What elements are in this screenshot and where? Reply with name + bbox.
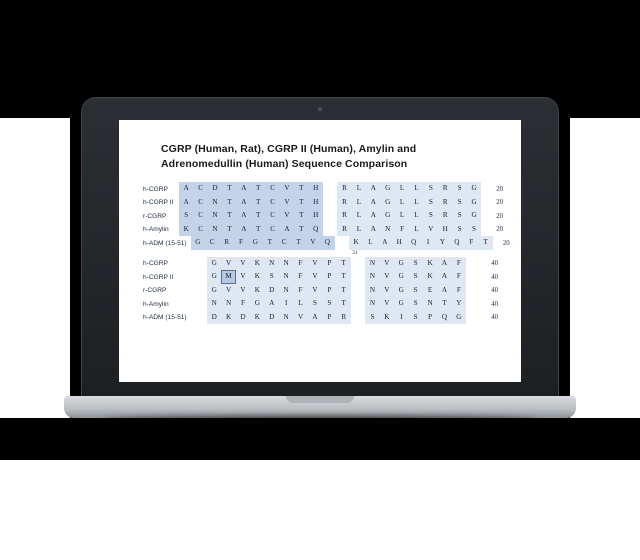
residue-cell: R: [341, 312, 347, 321]
residue-cell: K: [254, 272, 260, 281]
residue-cell: K: [384, 312, 390, 321]
sequence-label: h-ADM (15-51): [143, 239, 187, 247]
residue-cell: M: [221, 270, 235, 284]
residue-cell: H: [309, 196, 323, 210]
residue-cell: C: [193, 209, 207, 223]
residue-cell: K: [179, 223, 193, 237]
residue-cell: G: [398, 299, 404, 308]
residue-gap: [351, 284, 365, 298]
residue-cell: T: [294, 182, 308, 196]
residue-cell: A: [179, 182, 193, 196]
residue-track: [207, 270, 466, 284]
residue-cell: F: [240, 299, 245, 308]
residue-cell: H: [442, 224, 448, 233]
alignment-row: [143, 182, 503, 196]
laptop-screen: [119, 120, 521, 382]
residue-end-number: 20: [496, 212, 503, 220]
residue-cell: H: [396, 238, 402, 247]
residue-cell: V: [312, 258, 318, 267]
residue-cell: N: [283, 312, 289, 321]
residue-cell: N: [283, 285, 289, 294]
residue-cell: F: [469, 238, 474, 247]
residue-cell: C: [265, 182, 279, 196]
webcam-icon: [318, 107, 322, 111]
residue-cell: T: [341, 299, 346, 308]
residue-gap: [323, 182, 337, 196]
residue-gap: [351, 297, 365, 311]
residue-cell: C: [265, 223, 279, 237]
residue-cell: S: [428, 184, 433, 193]
residue-end-number: 20: [496, 199, 503, 207]
residue-cell: L: [399, 211, 405, 220]
sequence-label: h-Amylin: [143, 300, 169, 308]
residue-cell: L: [414, 197, 419, 206]
residue-cell: S: [413, 258, 418, 267]
residue-cell: D: [208, 182, 222, 196]
residue-cell: H: [309, 209, 323, 223]
residue-cell: V: [384, 285, 390, 294]
residue-cell: V: [240, 272, 246, 281]
residue-end-number: 40: [491, 260, 499, 268]
residue-cell: G: [471, 197, 477, 206]
residue-cell: N: [369, 299, 376, 308]
residue-cell: Q: [454, 238, 460, 247]
residue-cell: S: [457, 197, 462, 206]
residue-cell: C: [277, 236, 291, 250]
residue-cell: S: [457, 211, 462, 220]
residue-cell: C: [265, 209, 279, 223]
alignment-block: [143, 182, 510, 250]
sequence-label: h-CGRP: [143, 185, 168, 193]
residue-cell: C: [193, 223, 207, 237]
residue-cell: G: [471, 211, 477, 220]
residue-gap: [323, 209, 337, 223]
residue-cell: N: [269, 258, 275, 267]
residue-cell: T: [341, 285, 346, 294]
residue-cell: V: [280, 209, 294, 223]
residue-cell: T: [222, 196, 236, 210]
residue-cell: K: [254, 258, 260, 267]
residue-gap: [335, 236, 349, 250]
residue-cell: N: [427, 299, 433, 308]
residue-end-number: 20: [502, 239, 510, 247]
residue-cell: N: [369, 285, 376, 294]
residue-track: [179, 209, 481, 223]
residue-cell: A: [370, 184, 376, 193]
residue-cell: C: [193, 196, 207, 210]
residue-end-number: 40: [491, 273, 499, 281]
residue-cell: L: [356, 197, 362, 206]
page-title-line-2: Adrenomedullin (Human) Sequence Comparison: [161, 158, 408, 171]
residue-gap: [323, 196, 337, 210]
alignment-row: [143, 297, 503, 311]
residue-cell: R: [442, 197, 448, 206]
alignment-row: [143, 236, 510, 250]
residue-cell: G: [191, 236, 205, 250]
residue-cell: V: [240, 258, 246, 267]
residue-cell: F: [456, 285, 461, 294]
residue-cell: T: [341, 272, 346, 281]
residue-cell: N: [211, 299, 217, 308]
alignment-row: [143, 196, 503, 210]
residue-cell: N: [283, 258, 289, 267]
residue-cell: T: [291, 236, 305, 250]
residue-cell: G: [471, 184, 477, 193]
residue-track: [207, 311, 466, 325]
residue-cell: T: [294, 209, 308, 223]
residue-cell: Y: [439, 238, 446, 247]
residue-cell: L: [356, 184, 362, 193]
residue-cell: L: [356, 224, 362, 233]
residue-cell: Y: [456, 299, 462, 308]
residue-cell: R: [442, 184, 448, 193]
residue-cell: S: [413, 272, 418, 281]
residue-cell: R: [342, 197, 347, 206]
residue-cell: G: [211, 272, 217, 281]
residue-cell: S: [428, 211, 433, 220]
page-title: [161, 142, 503, 172]
residue-cell: L: [399, 197, 405, 206]
residue-cell: K: [225, 312, 232, 321]
sequence-label: r-CGRP: [143, 212, 167, 220]
residue-cell: V: [297, 312, 304, 321]
residue-cell: S: [457, 184, 462, 193]
residue-cell: G: [254, 299, 260, 308]
desk-surface-right: [570, 118, 640, 418]
residue-cell: A: [237, 209, 251, 223]
residue-cell: T: [222, 223, 236, 237]
residue-cell: T: [222, 209, 236, 223]
residue-cell: I: [400, 312, 403, 321]
residue-cell: N: [208, 196, 222, 210]
residue-cell: V: [240, 285, 246, 294]
residue-cell: K: [254, 312, 260, 321]
residue-end-number: 40: [491, 300, 499, 308]
residue-cell: N: [369, 258, 376, 267]
residue-cell: F: [298, 272, 303, 281]
residue-cell: D: [269, 285, 275, 294]
sequence-label: h-CGRP II: [143, 199, 174, 207]
residue-cell: A: [441, 285, 448, 294]
residue-cell: D: [240, 312, 246, 321]
residue-track: [179, 182, 481, 196]
residue-cell: G: [385, 211, 391, 220]
residue-cell: N: [283, 272, 289, 281]
residue-end-number: 20: [496, 185, 503, 193]
alignment-block: [143, 249, 503, 325]
residue-cell: A: [179, 196, 193, 210]
alignment-row: [143, 257, 503, 271]
residue-cell: G: [398, 258, 404, 267]
residue-cell: T: [294, 196, 308, 210]
residue-cell: V: [384, 272, 390, 281]
residue-cell: G: [385, 184, 391, 193]
residue-cell: S: [370, 312, 375, 321]
residue-cell: G: [248, 236, 262, 250]
sequence-label: h-Amylin: [143, 226, 169, 234]
residue-cell: K: [427, 258, 433, 267]
residue-end-number: 40: [491, 287, 499, 295]
residue-cell: N: [208, 223, 222, 237]
residue-cell: T: [483, 238, 488, 247]
residue-cell: F: [400, 224, 405, 233]
sequence-label: r-CGRP: [143, 287, 167, 295]
residue-cell: N: [369, 272, 376, 281]
residue-cell: G: [385, 197, 391, 206]
residue-cell: T: [263, 236, 277, 250]
residue-cell: S: [269, 272, 274, 281]
residue-cell: V: [280, 196, 294, 210]
residue-cell: A: [370, 197, 376, 206]
residue-track: [179, 223, 481, 237]
residue-cell: T: [222, 182, 236, 196]
residue-cell: C: [265, 196, 279, 210]
residue-cell: K: [427, 272, 433, 281]
residue-cell: A: [237, 196, 251, 210]
alignment-row: [143, 311, 503, 325]
residue-cell: G: [398, 272, 404, 281]
residue-cell: F: [298, 285, 303, 294]
residue-cell: T: [294, 223, 308, 237]
residue-cell: T: [341, 258, 346, 267]
residue-cell: V: [312, 285, 318, 294]
residue-track: [207, 284, 466, 298]
residue-cell: S: [327, 299, 332, 308]
residue-cell: R: [219, 236, 233, 250]
residue-cell: T: [251, 182, 265, 196]
residue-cell: Q: [309, 223, 323, 237]
residue-cell: L: [414, 184, 419, 193]
residue-cell: S: [428, 197, 433, 206]
residue-track: [179, 196, 481, 210]
laptop-base-notch: [286, 396, 354, 403]
residue-cell: L: [399, 184, 405, 193]
residue-cell: V: [384, 299, 390, 308]
residue-cell: V: [225, 285, 232, 294]
residue-cell: P: [327, 312, 332, 321]
residue-cell: H: [309, 182, 323, 196]
residue-cell: T: [251, 223, 265, 237]
alignment-row: [143, 209, 503, 223]
sequence-label: h-ADM (15-51): [143, 314, 187, 322]
residue-cell: V: [306, 236, 320, 250]
residue-cell: V: [225, 258, 232, 267]
residue-cell: C: [205, 236, 219, 250]
residue-cell: S: [413, 312, 418, 321]
residue-cell: V: [312, 272, 318, 281]
residue-track: [207, 257, 466, 271]
residue-cell: G: [211, 285, 217, 294]
residue-track: [191, 236, 493, 250]
residue-track: [207, 297, 466, 311]
residue-gap: [323, 223, 337, 237]
laptop-lid: [82, 98, 558, 398]
residue-cell: P: [327, 285, 332, 294]
residue-cell: F: [456, 258, 461, 267]
residue-cell: T: [442, 299, 447, 308]
residue-cell: A: [382, 238, 388, 247]
residue-cell: T: [251, 196, 265, 210]
laptop-shadow: [104, 416, 536, 424]
residue-cell: A: [441, 272, 448, 281]
residue-cell: R: [342, 184, 347, 193]
residue-cell: G: [456, 312, 462, 321]
residue-cell: S: [457, 224, 462, 233]
residue-cell: F: [456, 272, 461, 281]
residue-cell: F: [298, 258, 303, 267]
alignment-row: [143, 284, 503, 298]
residue-cell: P: [327, 258, 332, 267]
residue-cell: A: [441, 258, 448, 267]
residue-cell: A: [312, 312, 318, 321]
residue-cell: V: [280, 182, 294, 196]
residue-cell: L: [368, 238, 373, 247]
slide-content: [119, 120, 521, 382]
residue-cell: K: [353, 238, 359, 247]
residue-cell: K: [254, 285, 260, 294]
residue-cell: G: [211, 258, 217, 267]
alignment-row: [143, 270, 503, 284]
residue-cell: Q: [320, 236, 334, 250]
residue-cell: N: [208, 209, 222, 223]
residue-cell: L: [356, 211, 362, 220]
sequence-label: h-CGRP: [143, 260, 168, 268]
residue-end-number: 40: [491, 314, 499, 322]
residue-end-number: 20: [496, 226, 503, 234]
residue-cell: I: [426, 238, 430, 247]
residue-cell: E: [427, 285, 433, 294]
sequence-label: h-CGRP II: [143, 273, 174, 281]
residue-cell: Q: [441, 312, 448, 321]
residue-cell: F: [234, 236, 248, 250]
residue-cell: V: [428, 224, 434, 233]
residue-cell: L: [414, 224, 419, 233]
desk-surface-left: [0, 118, 70, 418]
residue-cell: D: [211, 312, 217, 321]
residue-cell: S: [413, 285, 418, 294]
laptop-base: [64, 396, 576, 418]
residue-cell: N: [385, 224, 391, 233]
residue-cell: Q: [411, 238, 417, 247]
residue-cell: C: [193, 182, 207, 196]
residue-cell: L: [414, 211, 419, 220]
residue-cell: A: [370, 211, 376, 220]
residue-cell: S: [413, 299, 418, 308]
residue-cell: A: [237, 182, 251, 196]
residue-cell: G: [398, 285, 404, 294]
residue-cell: S: [472, 224, 477, 233]
residue-cell: A: [269, 299, 275, 308]
residue-cell: P: [428, 312, 433, 321]
residue-cell: N: [225, 299, 232, 308]
residue-cell: R: [342, 224, 347, 233]
residue-gap: [351, 311, 365, 325]
residue-cell: A: [370, 224, 376, 233]
residue-cell: L: [298, 299, 303, 308]
residue-cell: A: [280, 223, 294, 237]
residue-cell: V: [384, 258, 390, 267]
residue-cell: R: [442, 211, 448, 220]
alignment-row: [143, 223, 503, 237]
residue-cell: T: [251, 209, 265, 223]
residue-cell: P: [327, 272, 332, 281]
laptop-mockup: [64, 98, 576, 428]
residue-cell: A: [237, 223, 251, 237]
page-title-line-1: CGRP (Human, Rat), CGRP II (Human), Amylin and: [161, 143, 417, 155]
residue-cell: I: [284, 299, 288, 308]
residue-cell: D: [269, 312, 275, 321]
residue-gap: [351, 270, 365, 284]
residue-cell: S: [312, 299, 317, 308]
residue-cell: S: [179, 209, 193, 223]
residue-gap: [351, 257, 365, 271]
sequence-alignment: [143, 182, 510, 324]
residue-cell: R: [342, 211, 347, 220]
position-marker: 31: [352, 249, 358, 256]
